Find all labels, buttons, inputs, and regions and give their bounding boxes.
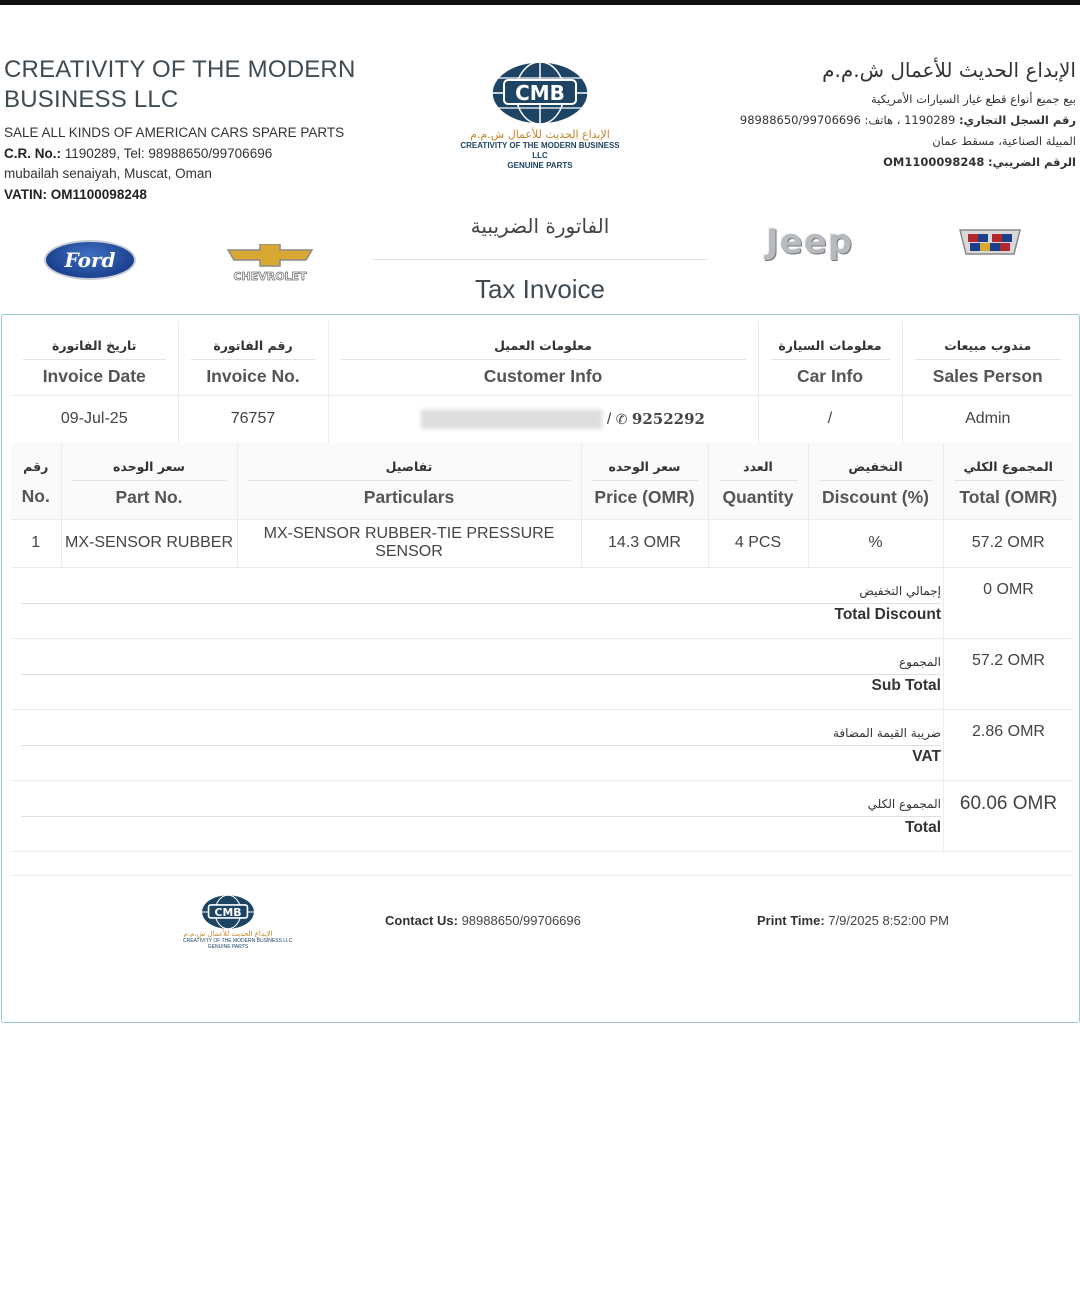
customer-info [328,395,758,443]
logo-text-en: CREATIVITY OF THE MODERN BUSINESS LLC [460,141,620,160]
company-vat-ar [716,152,1076,173]
company-address-en: mubailah senaiyah, Muscat, Oman [4,166,212,181]
items-header-row [11,443,1073,519]
chevrolet-logo [224,244,316,284]
summary-total-discount [11,567,1073,638]
vat-label-en: VAT [912,748,941,765]
cr-label: C.R. No.: [4,145,61,161]
total-discount-label-ar: إجمالي التخفيض [21,581,941,604]
vat-value: OM1100098248 [50,186,147,202]
header-car-info: معلومات السيارة Car Info [758,321,902,395]
header-invoice-date: تاريخ الفاتورة Invoice Date [11,321,178,395]
header-total: المجموع الكلي Total (OMR) [943,443,1073,519]
invoice-info-table [11,321,1073,443]
phone-icon: ✆ [615,410,628,427]
logo-text-ar: الإبداع الحديث للأعمال ش.م.م [470,128,610,141]
header-part-no: سعر الوحده Part No. [61,443,237,519]
title-en: Tax Invoice [474,274,606,304]
vat-value-amount: 2.86 OMR [943,710,1073,781]
customer-phone: 9252292 [631,409,705,428]
header-quantity: العدد Quantity [708,443,808,519]
company-vat-en [4,185,364,206]
chevrolet-logo-text: CHEVROLET [233,270,307,283]
cr-value: 1190289, Tel: 98988650/99706696 [64,145,273,161]
grand-total-value: 60.06 OMR [943,781,1073,853]
summary-vat [11,709,1073,780]
ford-logo [44,240,136,280]
items-table [11,443,1073,567]
vat-ar-label: الرقم الضريبي: [988,155,1076,169]
cadillac-logo [958,228,1022,256]
footer-logo-letters: CMB [214,905,242,919]
customer-sep: / [606,410,612,428]
sales-person: Admin [902,395,1073,443]
header-price: سعر الوحده Price (OMR) [581,443,708,519]
header-invoice-no: رقم الفاتورة Invoice No. [178,321,328,395]
sub-total-label-ar: المجموع [21,652,941,675]
item-part-no: MX-SENSOR RUBBER [61,519,237,567]
footer-logo-text-ar: الإبداع الحديث للأعمال ش.م.م [183,930,273,938]
vat-ar-value: OM1100098248 [883,155,985,169]
invoice-no: 76757 [178,395,328,443]
item-quantity: 4 PCS [708,519,808,567]
company-name-en: CREATIVITY OF THE MODERN BUSINESS LLC [4,56,356,113]
jeep-logo: Jeep [766,222,854,262]
company-cr-en [4,144,364,165]
item-particulars: MX-SENSOR RUBBER-TIE PRESSURE SENSOR [237,519,581,567]
table-row [11,519,1073,567]
company-address-ar: المبيلة الصناعية، مسقط عمان [932,134,1076,148]
car-info: / [758,395,902,443]
contact-label: Contact Us: [385,913,458,928]
cr-ar-value: 1190289 ، هاتف: 98988650/99706696 [739,113,956,127]
info-header-row [11,321,1073,395]
header-discount: التخفيض Discount (%) [808,443,943,519]
company-info-en [4,55,364,205]
invoice-date: 09-Jul-25 [11,395,178,443]
header-customer-info: معلومات العميل Customer Info [328,321,758,395]
ford-logo-text: Ford [64,248,116,272]
footer-logo-text-sub: GENUINE PARTS [207,944,249,950]
contact-us [385,913,581,928]
vat-label: VATIN: [4,186,47,202]
summary-total [11,780,1073,852]
invoice-footer [11,875,1073,950]
info-value-row [11,395,1073,443]
company-tagline-ar: بيع جميع أنواع قطع غيار السيارات الأمريكية [870,92,1076,106]
item-no: 1 [11,519,61,567]
globe-logo-icon [490,60,590,126]
summary-sub-total [11,638,1073,709]
vat-label-ar: ضريبة القيمة المضافة [21,723,941,746]
print-time-label: Print Time: [757,913,825,928]
company-name-ar: الإبداع الحديث للأعمال ش.م.م [822,58,1076,82]
header-sales-person: مندوب مبيعات Sales Person [902,321,1073,395]
logo-letters: CMB [515,81,565,105]
sub-total-value: 57.2 OMR [943,639,1073,710]
total-label-ar: المجموع الكلي [21,794,941,817]
total-label-en: Total [905,819,941,836]
print-time [757,913,949,928]
title-divider [372,259,708,260]
invoice-box [1,314,1080,1023]
total-discount-label-en: Total Discount [834,606,941,623]
item-price: 14.3 OMR [581,519,708,567]
company-cr-ar [716,110,1076,131]
total-discount-value: 0 OMR [943,568,1073,639]
header-no: رقم No. [11,443,61,519]
item-total: 57.2 OMR [943,519,1073,567]
company-tagline-en: SALE ALL KINDS OF AMERICAN CARS SPARE PARTS [4,125,345,140]
logo-text-sub: GENUINE PARTS [507,161,573,170]
cr-ar-label: رقم السجل التجاري: [958,113,1076,127]
company-info-ar [716,55,1076,173]
sub-total-label-en: Sub Total [871,677,941,694]
company-logo [460,60,620,171]
title-ar: الفاتورة الضريبية [470,214,610,238]
customer-name-redacted: ████████████████ [421,410,603,428]
top-bar [0,0,1080,5]
footer-logo [183,894,293,950]
print-time-value: 7/9/2025 8:52:00 PM [828,913,949,928]
contact-value: 98988650/99706696 [461,913,581,928]
item-discount: % [808,519,943,567]
footer-globe-logo-icon [201,894,255,930]
header-particulars: تفاصيل Particulars [237,443,581,519]
footer-logo-text-en: CREATIVITY OF THE MODERN BUSINESS LLC [183,938,293,944]
